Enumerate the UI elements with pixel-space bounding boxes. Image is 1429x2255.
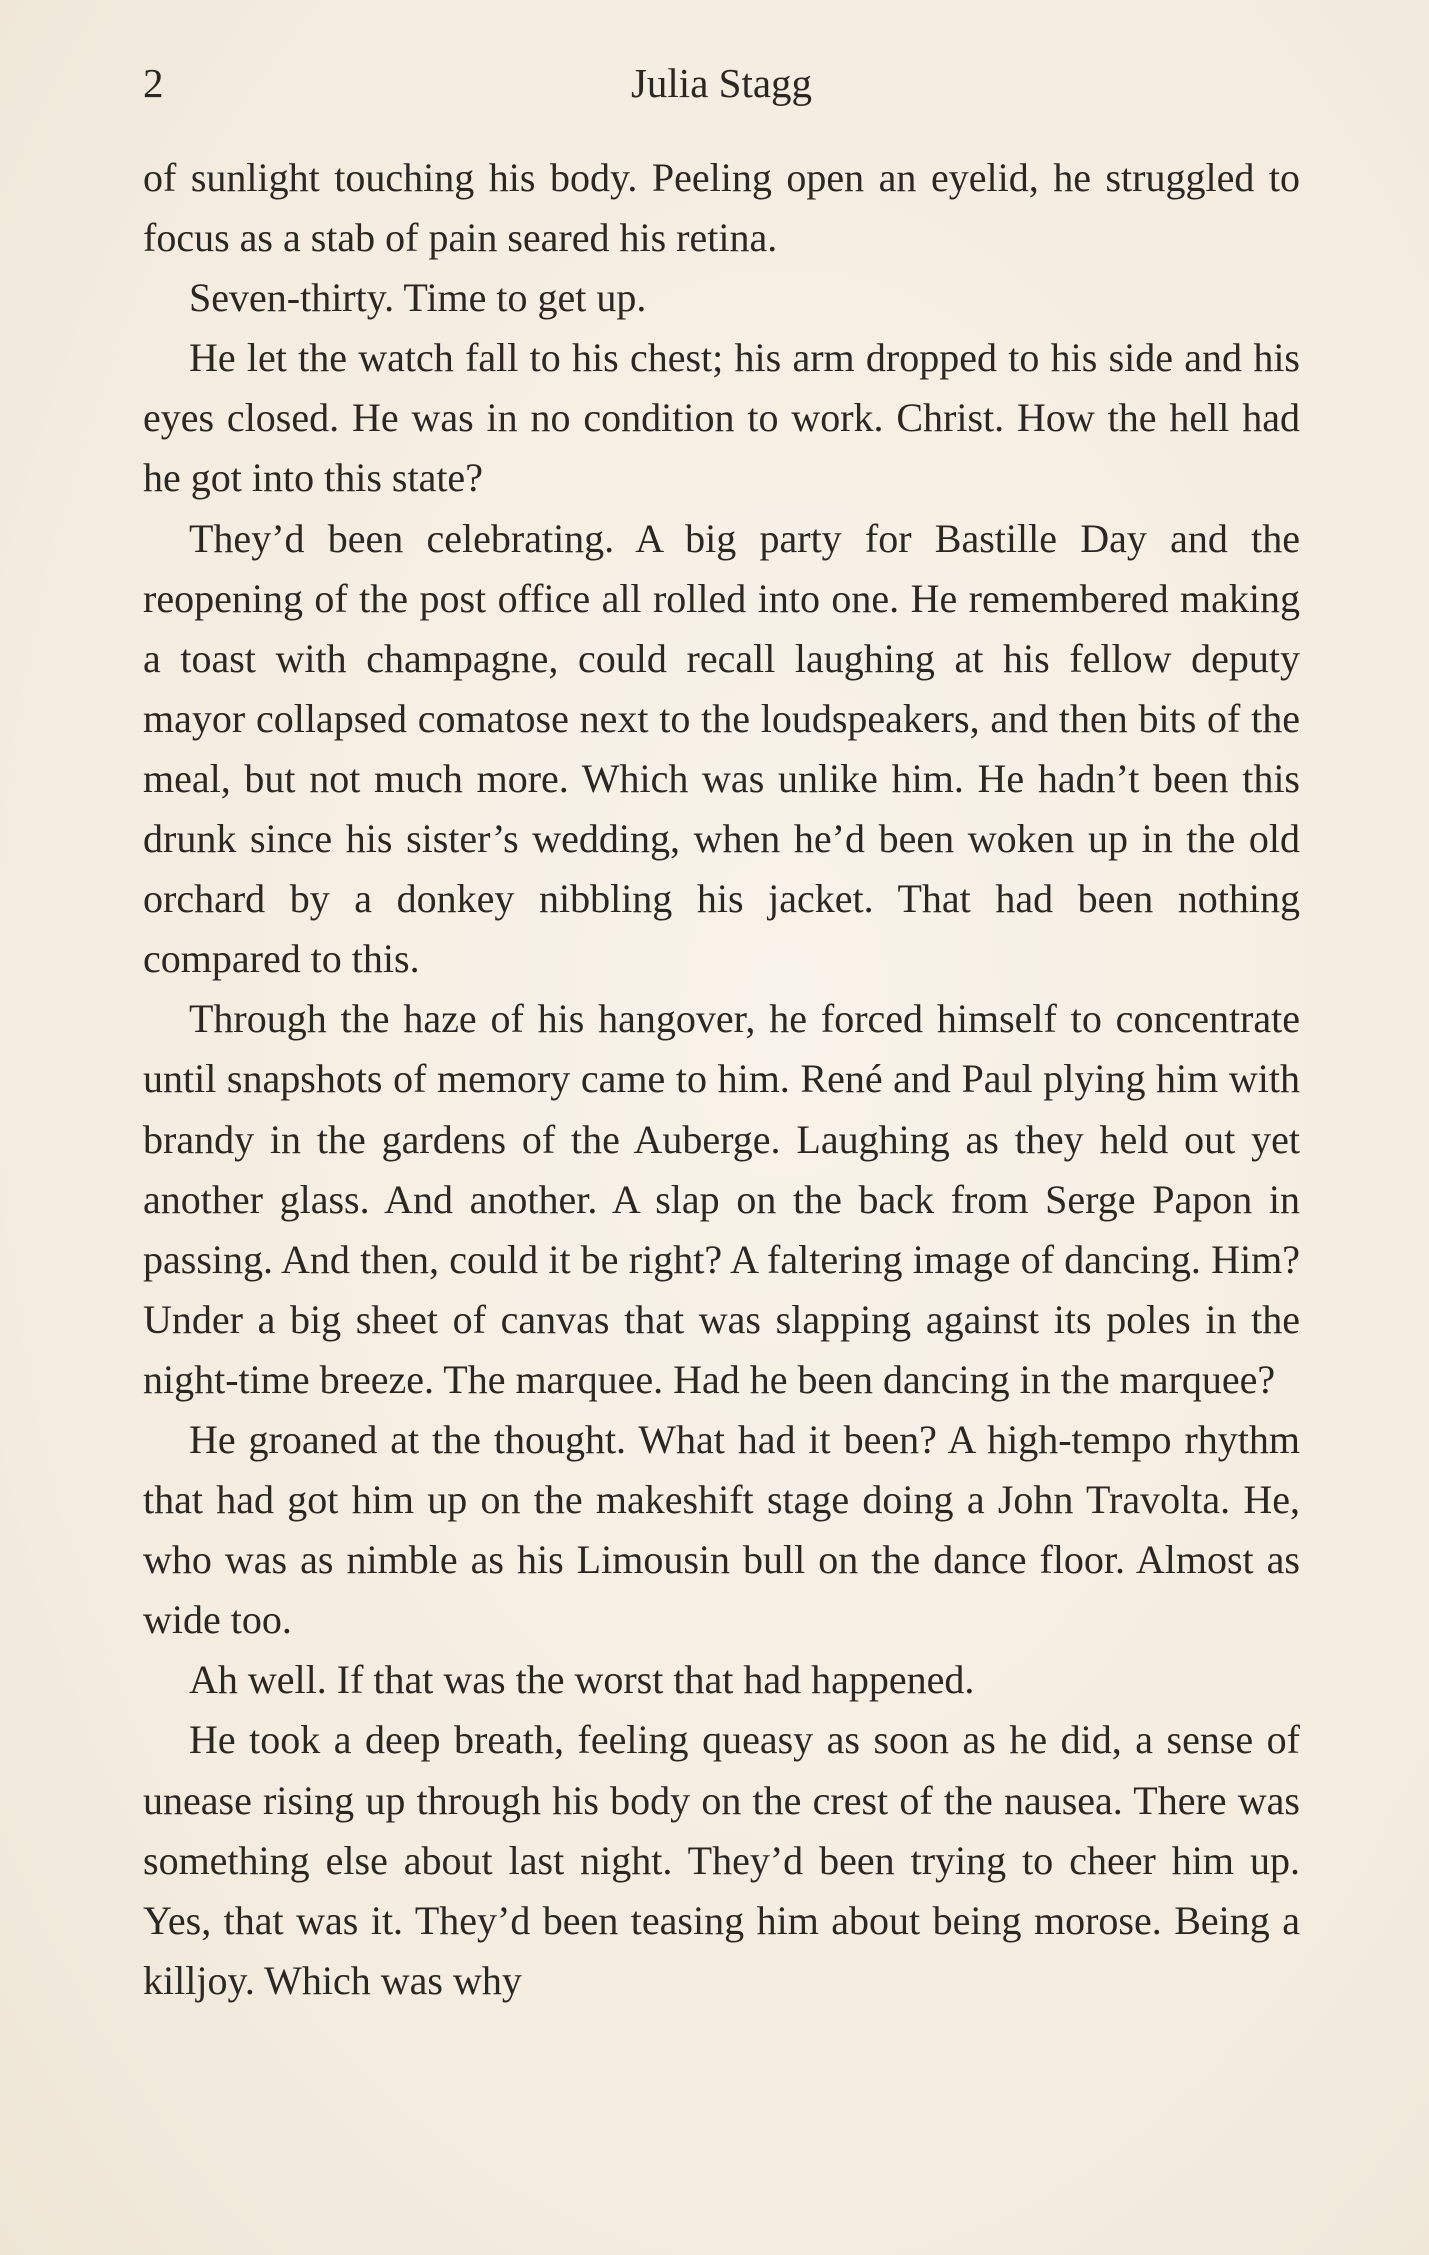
paragraph-4: They’d been celebrating. A big party for Bastille Day and the reopening of the post office all rolled into one. He remembered making a toast with champagne, could recall laughing at his fellow deputy mayor collapsed comatose next to the loudspeakers, and then bits of the meal, but not much more. Which was unlike him. He hadn’t been this drunk since his sister’s wedding, when he’d been woken up in the old orchard by a donkey nibbling his jacket. That had been nothing compared to this. [143,515,1300,982]
paragraph-5: Through the haze of his hangover, he forced himself to concentrate until snapshots of memory came to him. René and Paul plying him with brandy in the gardens of the Auberge. Laughing as they held out yet another glass. And another. A slap on the back from Serge Papon in passing. And then, could it be right? A faltering image of dancing. Him? Under a big sheet of canvas that was slapping against its poles in the night-time breeze. The marquee. Had he been dancing in the marquee? [143,996,1300,1402]
page-number: 2 [143,60,164,106]
paragraph-2: Seven-thirty. Time to get up. [189,275,647,321]
paragraph-6: He groaned at the thought. What had it been? A high-tempo rhythm that had got him up on the makeshift stage doing a John Travolta. He, who was as nimble as his Limousin bull on the dance floor. Almost as wide too. [143,1416,1300,1643]
paragraph-7: Ah well. If that was the worst that had happened. [189,1657,975,1703]
paragraph-8: He took a deep breath, feeling queasy as soon as he did, a sense of unease rising up through his body on the crest of the nausea. There was something else about last night. They’d been trying to cheer him up. Yes, that was it. They’d been teasing him about being morose. Being a killjoy. Which was why [143,1717,1300,2003]
paragraph-3: He let the watch fall to his chest; his arm dropped to his side and his eyes closed. He was in no condition to work. Christ. How the hell had he got into this state? [143,335,1300,501]
page-header [143,58,1300,108]
running-head-author: Julia Stagg [630,60,813,106]
body-text [143,148,1300,2011]
paragraph-1: of sunlight touching his body. Peeling open an eyelid, he struggled to focus as a stab of pain seared his retina. [143,155,1300,261]
